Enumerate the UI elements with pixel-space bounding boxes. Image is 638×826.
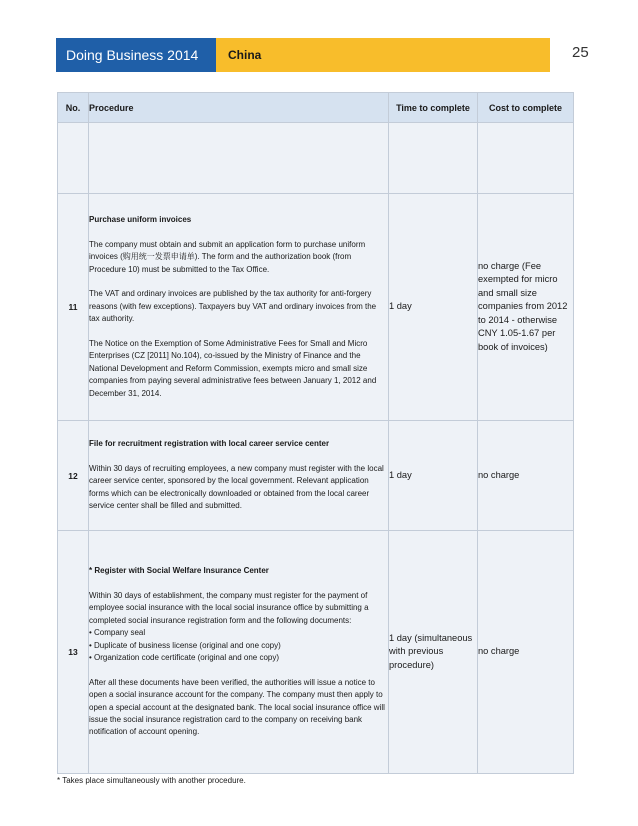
column-header-procedure: Procedure [89, 93, 389, 123]
procedure-number: 11 [58, 194, 89, 421]
procedure-description [89, 421, 389, 531]
procedure-description [89, 194, 389, 421]
page-header [56, 38, 550, 72]
procedure-paragraph: The company must obtain and submit an application form to purchase uniform invoices (购用统一发票申请单). The form and the authorization book (from Procedure 10) must be submitted to the Tax Office. [89, 239, 366, 274]
report-title: Doing Business 2014 [56, 38, 216, 72]
bullet-item: • Company seal [89, 628, 146, 638]
procedure-number: 12 [58, 421, 89, 531]
page-number: 25 [572, 44, 589, 61]
table-row [58, 194, 574, 421]
table-header-row [58, 93, 574, 123]
footnote: * Takes place simultaneously with another procedure. [57, 776, 246, 785]
procedure-cost: no charge [478, 531, 574, 774]
procedure-number: 13 [58, 531, 89, 774]
procedure-title: File for recruitment registration with local career service center [89, 439, 330, 449]
empty-cell [58, 123, 89, 194]
empty-cell [478, 123, 574, 194]
procedure-time: 1 day (simultaneous with previous procedure) [389, 531, 478, 774]
bullet-item: • Duplicate of business license (original and one copy) [89, 640, 281, 650]
table-row [58, 421, 574, 531]
procedure-paragraph: After all these documents have been verified, the authorities will issue a notice to open a social insurance account for the company. The company must then apply to open a special account at the designated bank. The local social insurance office will issue the social insurance registration card to the company on receiving bank notification of account opening. [89, 677, 385, 737]
column-header-cost: Cost to complete [478, 93, 574, 123]
procedure-cost: no charge [478, 421, 574, 531]
procedure-paragraph: The VAT and ordinary invoices are published by the tax authority for anti-forgery reasons (with few exceptions). Taxpayers buy VAT and ordinary invoices from the tax authority. [89, 289, 377, 324]
empty-cell [89, 123, 389, 194]
procedure-title: Purchase uniform invoices [89, 214, 192, 224]
procedure-cost: no charge (Fee exempted for micro and small size companies from 2012 to 2014 - otherwise CNY 1.05-1.67 per book of invoices) [478, 194, 574, 421]
procedure-paragraph: Within 30 days of establishment, the company must register for the payment of employee social insurance with the local social insurance office by submitting a completed social insurance registration form and the following documents: [89, 590, 369, 625]
column-header-no: No. [58, 93, 89, 123]
table-row-empty [58, 123, 574, 194]
procedure-paragraph: Within 30 days of recruiting employees, a new company must register with the local career service center, sponsored by the local government. Relevant application forms which can be electronically downloaded or obtained from the local career service center shall be filled and submitted. [89, 464, 384, 511]
procedure-description [89, 531, 389, 774]
procedures-table [57, 92, 574, 774]
table-row [58, 531, 574, 774]
procedure-title: * Register with Social Welfare Insurance Center [89, 566, 269, 576]
bullet-item: • Organization code certificate (original and one copy) [89, 653, 280, 662]
procedure-time: 1 day [389, 194, 478, 421]
empty-cell [389, 123, 478, 194]
procedure-time: 1 day [389, 421, 478, 531]
column-header-time: Time to complete [389, 93, 478, 123]
procedure-paragraph: The Notice on the Exemption of Some Administrative Fees for Small and Micro Enterprises (CZ [2011] No.104), co-issued by the Ministry of Finance and the National Development and Reform Commission, exempts micro and small size companies from paying several administrative fees between January 1, 2012 and December 31, 2014. [89, 338, 377, 398]
country-label: China [216, 38, 550, 72]
